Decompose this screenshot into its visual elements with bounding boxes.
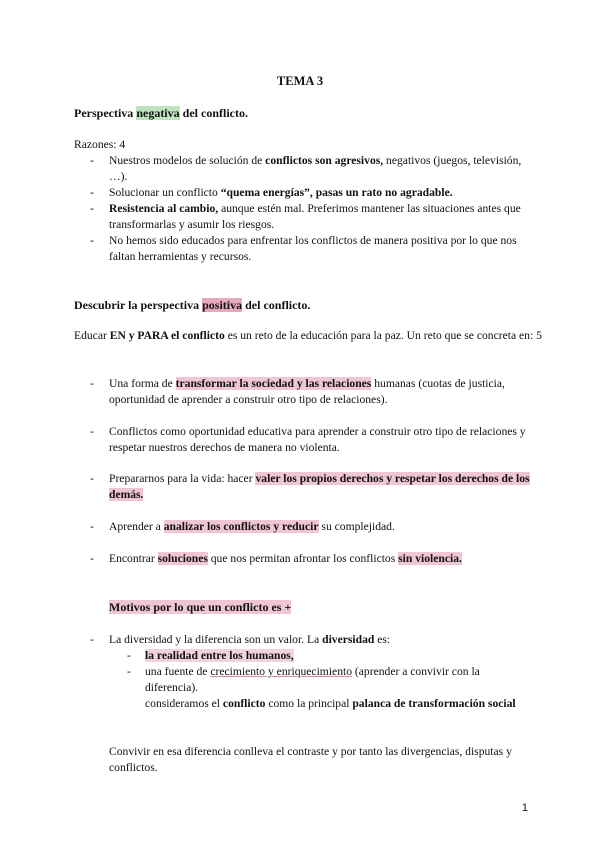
highlight-negativa: negativa: [136, 106, 180, 120]
list-item: - La diversidad y la diferencia son un valor. La diversidad es:: [90, 633, 391, 646]
list-item: - Encontrar soluciones que nos permitan afrontar los conflictos sin violencia.: [90, 552, 462, 565]
list-item: - No hemos sido educados para enfrentar los conflictos de manera positiva por lo que nos faltan herramientas y recursos.: [90, 234, 517, 263]
plain-paragraph: consideramos el conflicto como la principal palanca de transformación social: [145, 697, 516, 710]
section-heading-negative: Perspectiva negativa del conflicto.: [74, 106, 248, 120]
list-item: - Prepararnos para la vida: hacer valer los propios derechos y respetar los derechos de los demás.: [90, 472, 530, 501]
sub-list-item: - una fuente de crecimiento y enriquecimiento (aprender a convivir con la diferencia).: [127, 665, 480, 694]
list-item: - Conflictos como oportunidad educativa para aprender a construir otro tipo de relaciones y respetar nuestros derechos de manera no violenta.: [90, 425, 526, 454]
page-title: TEMA 3: [276, 74, 324, 88]
list-item: - Nuestros modelos de solución de conflictos son agresivos, negativos (juegos, televisión, …).: [90, 154, 522, 183]
list-item: - Aprender a analizar los conflictos y reducir su complejidad.: [90, 520, 395, 533]
list-item: - Resistencia al cambio, aunque estén mal. Preferimos mantener las situaciones antes que transformarlas y asumir los riesgos.: [90, 202, 521, 231]
section-heading-positive: Descubrir la perspectiva positiva del conflicto.: [74, 298, 311, 312]
page-number: 1: [521, 802, 528, 814]
section-heading-motives: Motivos por lo que un conflicto es +: [109, 600, 292, 614]
intro-paragraph: Educar EN y PARA el conflicto es un reto de la educación para la paz. Un reto que se concreta en: 5: [74, 329, 542, 342]
closing-paragraph: Convivir en esa diferencia conlleva el contraste y por tanto las divergencias, disputas y conflictos.: [109, 745, 512, 774]
list-item: - Solucionar un conflicto “quema energías”, pasas un rato no agradable.: [90, 186, 453, 199]
sub-list-item: - la realidad entre los humanos,: [127, 649, 294, 662]
list-item: - Una forma de transformar la sociedad y las relaciones humanas (cuotas de justicia, oportunidad de aprender a construir otro tipo de relaciones).: [90, 377, 505, 406]
highlight-positiva: positiva: [202, 298, 243, 312]
reasons-count: Razones: 4: [74, 138, 126, 151]
